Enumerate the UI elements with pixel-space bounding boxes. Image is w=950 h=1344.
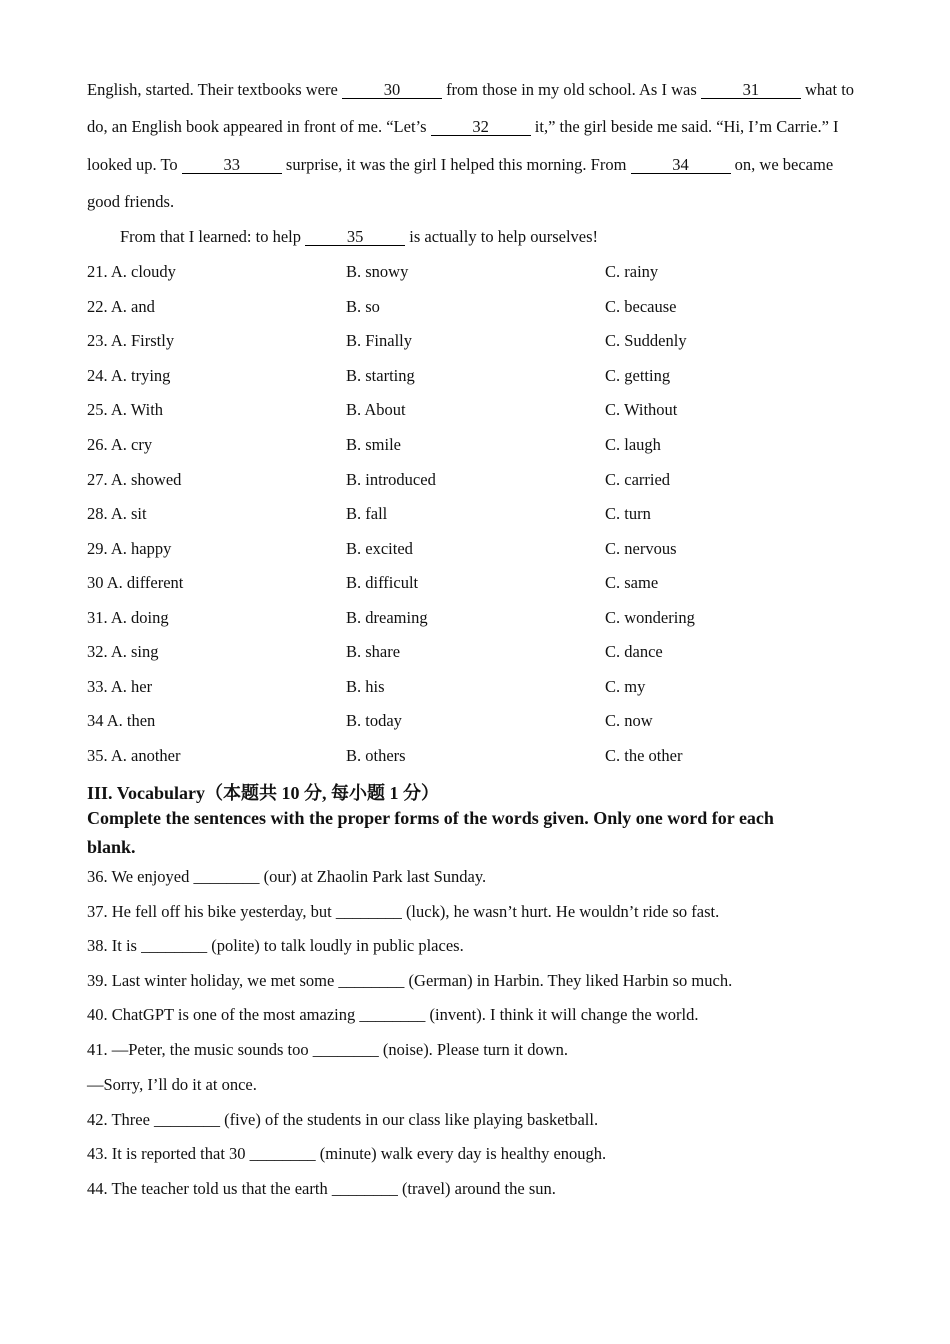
blank-32: 32 (431, 118, 531, 136)
passage-line-5 (120, 227, 598, 247)
option-a: 23. A. Firstly (87, 331, 175, 350)
option-b: B. introduced (346, 470, 436, 489)
question-41: 41. —Peter, the music sounds too ________ (noise). Please turn it down. (87, 1040, 568, 1059)
option-b: B. About (346, 400, 406, 419)
passage-text: on, we became (730, 155, 834, 174)
option-b: B. today (346, 711, 402, 730)
passage-text: English, started. Their textbooks were (87, 80, 342, 99)
blank-34: 34 (631, 156, 731, 174)
option-b: B. his (346, 677, 385, 696)
option-a: 28. A. sit (87, 504, 147, 523)
passage-text: is actually to help ourselves! (405, 227, 599, 246)
section-instructions: Complete the sentences with the proper forms of the words given. Only one word for each (87, 808, 774, 828)
option-c: C. my (605, 677, 646, 696)
option-c: C. Suddenly (605, 331, 687, 350)
option-b: B. difficult (346, 573, 419, 592)
question-43: 43. It is reported that 30 ________ (minute) walk every day is healthy enough. (87, 1144, 607, 1163)
section-title: III. Vocabulary（本题共 10 分, 每小题 1 分） (87, 783, 440, 803)
option-c: C. rainy (605, 262, 659, 281)
option-c: C. getting (605, 366, 671, 385)
passage-line-2 (87, 117, 839, 137)
question-40: 40. ChatGPT is one of the most amazing ________ (invent). I think it will change the world. (87, 1005, 699, 1024)
option-a: 24. A. trying (87, 366, 171, 385)
option-b: B. smile (346, 435, 402, 454)
option-c: C. same (605, 573, 659, 592)
option-a: 32. A. sing (87, 642, 159, 661)
option-a: 33. A. her (87, 677, 153, 696)
passage-text: what to (800, 80, 855, 99)
option-a: 22. A. and (87, 297, 155, 316)
option-b: B. dreaming (346, 608, 428, 627)
blank-35: 35 (305, 228, 405, 246)
passage-text: surprise, it was the girl I helped this morning. From (281, 155, 631, 174)
passage-text: do, an English book appeared in front of me. “Let’s (87, 117, 431, 136)
passage-text: it,” the girl beside me said. “Hi, I’m Carrie.” I (530, 117, 839, 136)
option-c: C. now (605, 711, 653, 730)
option-a: 34 A. then (87, 711, 156, 730)
option-b: B. others (346, 746, 406, 765)
option-a: 21. A. cloudy (87, 262, 176, 281)
question-39: 39. Last winter holiday, we met some ________ (German) in Harbin. They liked Harbin so much. (87, 971, 733, 990)
passage-line-4: good friends. (87, 192, 175, 211)
option-c: C. because (605, 297, 677, 316)
option-c: C. laugh (605, 435, 661, 454)
option-c: C. turn (605, 504, 651, 523)
question-38: 38. It is ________ (polite) to talk loudly in public places. (87, 936, 464, 955)
option-a: 27. A. showed (87, 470, 182, 489)
option-a: 26. A. cry (87, 435, 153, 454)
option-b: B. fall (346, 504, 388, 523)
passage-line-1 (87, 80, 854, 100)
passage-text: From that I learned: to help (120, 227, 306, 246)
option-a: 25. A. With (87, 400, 164, 419)
section-instructions-cont: blank. (87, 837, 136, 857)
passage-text: looked up. To (87, 155, 182, 174)
option-c: C. carried (605, 470, 671, 489)
question-42: 42. Three ________ (five) of the students in our class like playing basketball. (87, 1110, 599, 1129)
option-c: C. Without (605, 400, 678, 419)
option-c: C. the other (605, 746, 683, 765)
blank-31: 31 (701, 81, 801, 99)
passage-line-3 (87, 155, 833, 175)
option-b: B. Finally (346, 331, 413, 350)
option-a: 30 A. different (87, 573, 184, 592)
option-c: C. wondering (605, 608, 695, 627)
option-a: 31. A. doing (87, 608, 169, 627)
option-b: B. share (346, 642, 401, 661)
option-b: B. so (346, 297, 380, 316)
question-36: 36. We enjoyed ________ (our) at Zhaolin Park last Sunday. (87, 867, 487, 886)
option-b: B. excited (346, 539, 413, 558)
option-a: 35. A. another (87, 746, 181, 765)
option-b: B. starting (346, 366, 415, 385)
blank-30: 30 (342, 81, 442, 99)
option-b: B. snowy (346, 262, 409, 281)
option-c: C. nervous (605, 539, 677, 558)
question-37: 37. He fell off his bike yesterday, but ________ (luck), he wasn’t hurt. He wouldn’t ride so fast. (87, 902, 720, 921)
passage-text: from those in my old school. As I was (441, 80, 701, 99)
blank-33: 33 (182, 156, 282, 174)
option-a: 29. A. happy (87, 539, 172, 558)
question-41-reply: —Sorry, I’ll do it at once. (87, 1075, 257, 1094)
question-44: 44. The teacher told us that the earth ________ (travel) around the sun. (87, 1179, 556, 1198)
option-c: C. dance (605, 642, 663, 661)
